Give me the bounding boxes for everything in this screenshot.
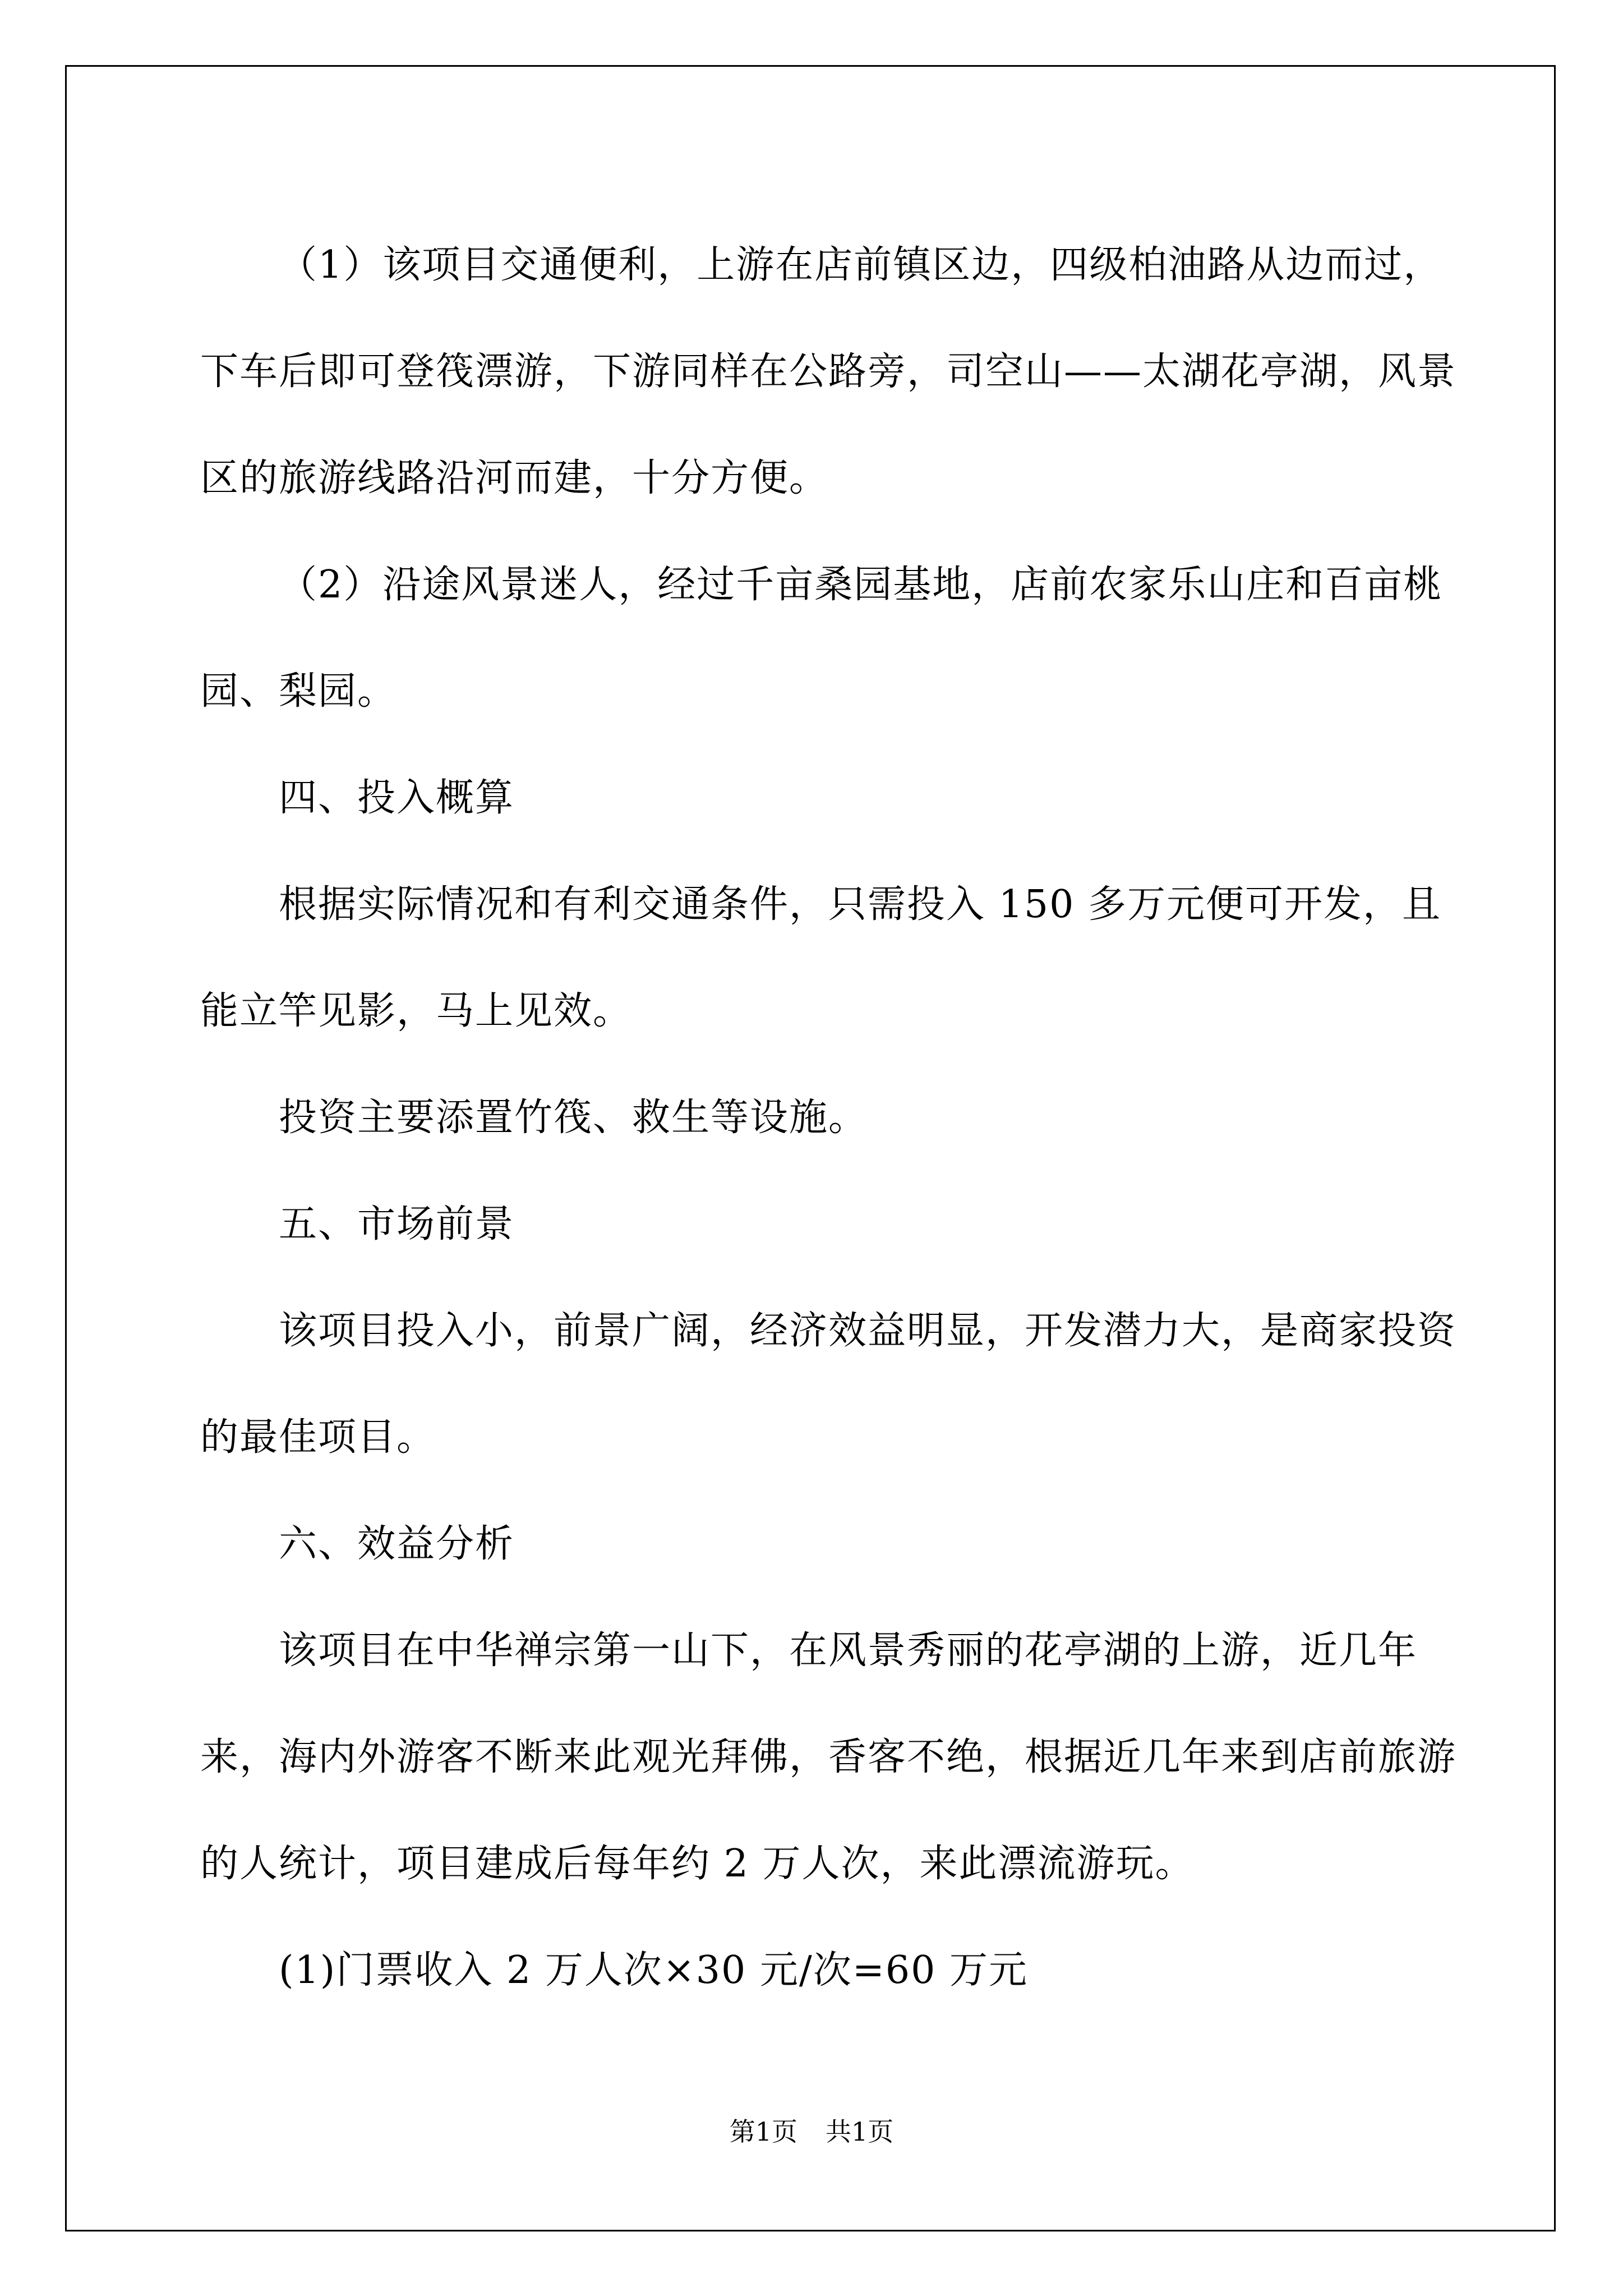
heading-investment-estimate: 四、投入概算 bbox=[279, 776, 515, 820]
paragraph-benefit: 该项目在中华禅宗第一山下，在风景秀丽的花亭湖的上游，近几年来，海内外游客不断来此观光拜佛，香客不绝，根据近几年来到店前旅游的人统计，项目建成后每年约 2 万人次，来此漂流游玩。 bbox=[200, 1628, 1457, 1886]
paragraph-market: 该项目投入小，前景广阔，经济效益明显，开发潜力大，是商家投资的最佳项目。 bbox=[200, 1309, 1457, 1460]
page-footer bbox=[0, 2115, 1623, 2148]
paragraph-ticket-revenue: (1)门票收入 2 万人次×30 元/次=60 万元 bbox=[279, 1948, 1028, 1993]
paragraph-investment: 根据实际情况和有利交通条件，只需投入 150 多万元便可开发，且能立竿见影，马上见效。 bbox=[200, 882, 1442, 1033]
paragraph-traffic: （1）该项目交通便利，上游在店前镇区边，四级柏油路从边而过，下车后即可登筏漂游，下游同样在公路旁，司空山——太湖花亭湖，风景区的旅游线路沿河而建，十分方便。 bbox=[200, 243, 1457, 500]
page-number-total: 共1页 bbox=[826, 2116, 894, 2147]
heading-benefit-analysis: 六、效益分析 bbox=[279, 1522, 515, 1566]
document-body bbox=[200, 212, 1456, 2024]
heading-market-outlook: 五、市场前景 bbox=[279, 1202, 515, 1246]
paragraph-investment-items: 投资主要添置竹筏、救生等设施。 bbox=[279, 1096, 868, 1140]
page-number-current: 第1页 bbox=[729, 2116, 797, 2147]
paragraph-scenery: （2）沿途风景迷人，经过千亩桑园基地，店前农家乐山庄和百亩桃园、梨园。 bbox=[200, 563, 1443, 714]
